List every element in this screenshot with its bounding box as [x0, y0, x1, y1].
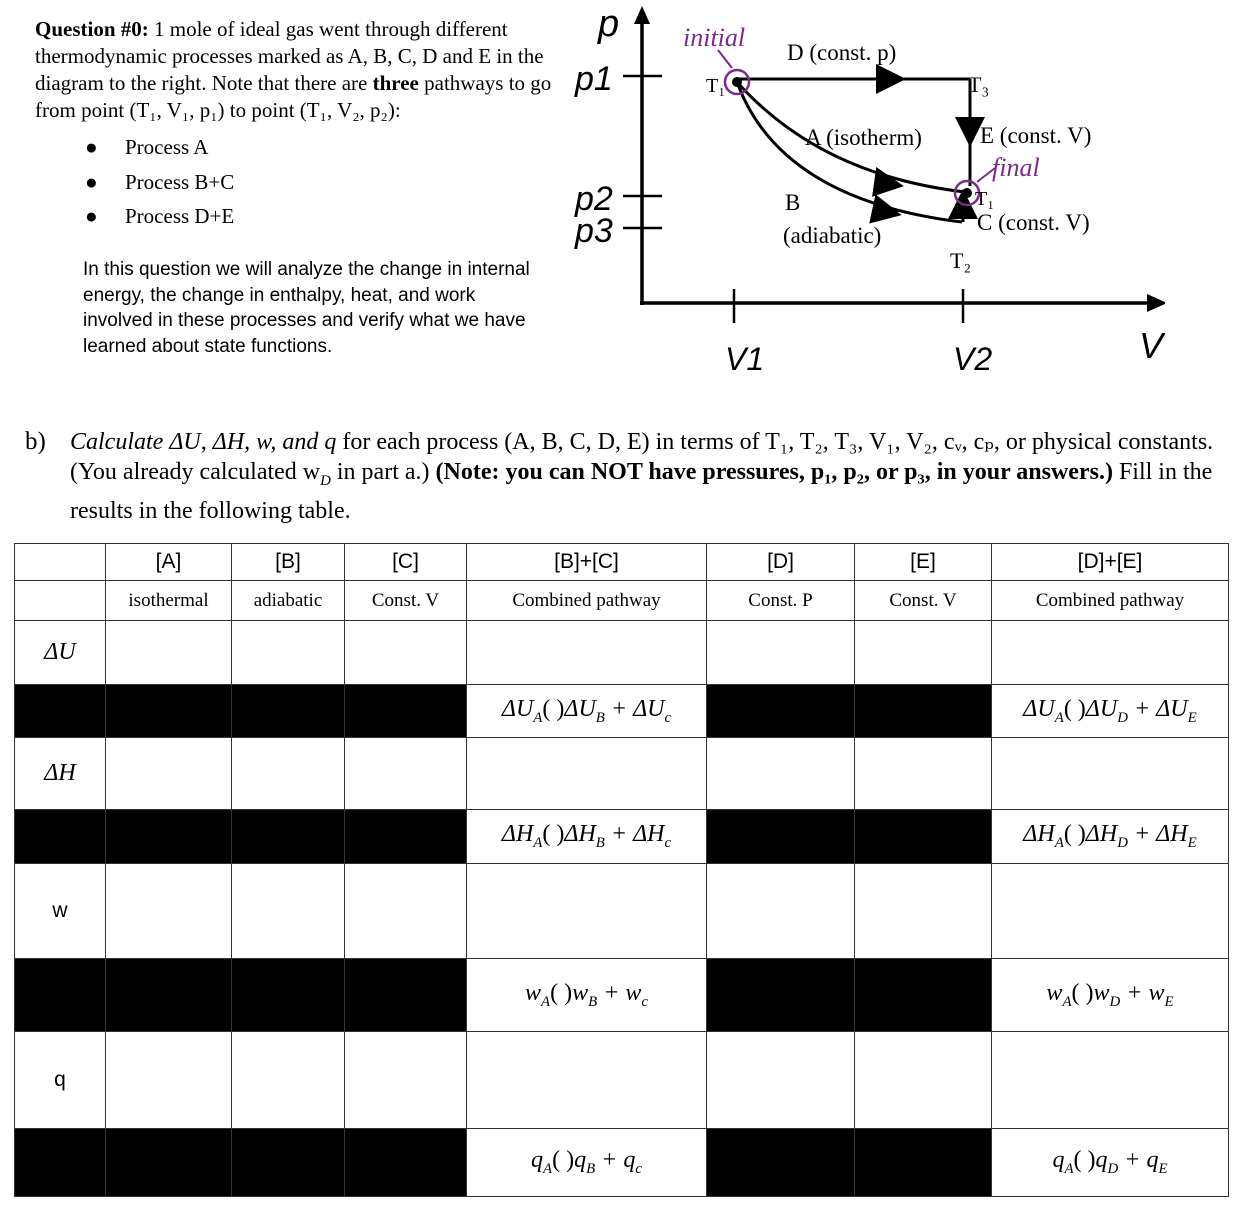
v-axis-label: V	[1138, 325, 1163, 366]
formula-text: ΔU	[564, 695, 596, 722]
answer-cell[interactable]	[855, 621, 992, 685]
process-label: Process A	[125, 135, 209, 159]
subheader-de: Combined pathway	[992, 581, 1229, 621]
question-heading: Question #0:	[35, 17, 149, 41]
answer-cell[interactable]	[232, 1032, 345, 1129]
compare-cell-q-bc[interactable]	[467, 1129, 707, 1197]
compare-cell-du-bc[interactable]	[467, 685, 707, 738]
blacked-cell	[232, 959, 345, 1032]
answer-cell[interactable]	[707, 738, 855, 810]
answer-cell[interactable]	[232, 738, 345, 810]
arrow-a-icon	[875, 182, 889, 184]
answer-cell[interactable]	[232, 864, 345, 959]
blacked-cell	[707, 1129, 855, 1197]
formula-text: + w	[1120, 979, 1165, 1006]
bullet-icon: ●	[85, 135, 98, 159]
header-bc: [B]+[C]	[467, 544, 707, 581]
formula-sub: B	[588, 993, 598, 1010]
subheader-row	[15, 581, 1229, 621]
table-row-q	[15, 1032, 1229, 1129]
results-table	[14, 543, 1229, 1197]
part-b-note: (Note: you can NOT have pressures, p₁, p₂, or p₃, in your answers.)	[435, 459, 1113, 485]
table-row-q-compare	[15, 1129, 1229, 1197]
blacked-cell	[345, 1129, 467, 1197]
formula-sub: D	[1117, 709, 1128, 726]
blacked-cell	[855, 959, 992, 1032]
formula-sub: B	[595, 709, 605, 726]
formula-sub: E	[1187, 834, 1197, 851]
p1-label: p1	[575, 60, 613, 98]
list-item	[35, 199, 575, 234]
compare-cell-w-de[interactable]	[992, 959, 1229, 1032]
answer-cell[interactable]	[467, 1032, 707, 1129]
blacked-cell	[345, 810, 467, 864]
question-intro-2: pathways to go from point (T₁, V₁, p₁) to point (T₁, V₂, p₂):	[35, 71, 552, 122]
table-row-du-compare	[15, 685, 1229, 738]
table-row-du	[15, 621, 1229, 685]
blacked-cell	[707, 959, 855, 1032]
t2-label: T₂	[950, 248, 972, 273]
header-de: [D]+[E]	[992, 544, 1229, 581]
formula-text: + ΔH	[1127, 821, 1188, 848]
part-b-wd-sub: D	[320, 472, 331, 489]
formula-sub: A	[541, 993, 551, 1010]
process-a-label: A (isotherm)	[805, 125, 922, 150]
answer-cell[interactable]	[855, 1032, 992, 1129]
list-item	[35, 130, 575, 165]
formula-sub: A	[1054, 709, 1064, 726]
blacked-cell	[15, 810, 106, 864]
blacked-cell	[232, 1129, 345, 1197]
table-row-w	[15, 864, 1229, 959]
formula-sub: A	[543, 1160, 553, 1177]
process-e-label: E (const. V)	[980, 123, 1092, 148]
formula-text: ΔU	[501, 695, 534, 722]
row-label-q: q	[15, 1032, 106, 1129]
analysis-text: In this question we will analyze the change in internal energy, the change in enthalpy, heat, and work involved in these processes and verify what we have learned about state functions.	[83, 259, 530, 357]
blacked-cell	[106, 1129, 232, 1197]
formula-blank: ( )	[1063, 821, 1086, 848]
blacked-cell	[855, 810, 992, 864]
bullet-icon: ●	[85, 204, 98, 228]
answer-cell[interactable]	[992, 1032, 1229, 1129]
part-b-text-3: in part a.)	[330, 459, 436, 485]
header-a: [A]	[106, 544, 232, 581]
process-d-label: D (const. p)	[787, 40, 897, 65]
answer-cell[interactable]	[467, 738, 707, 810]
formula-blank: ( )	[542, 821, 565, 848]
formula-sub: c	[635, 1160, 642, 1177]
path-b	[737, 82, 962, 222]
process-label: Process B+C	[125, 169, 235, 194]
table-row-dh	[15, 738, 1229, 810]
answer-cell[interactable]	[467, 864, 707, 959]
t1-final-label: T₁	[975, 188, 995, 210]
blacked-cell	[232, 685, 345, 738]
blacked-cell	[855, 685, 992, 738]
answer-cell[interactable]	[345, 864, 467, 959]
compare-cell-du-de[interactable]	[992, 685, 1229, 738]
process-label: Process D+E	[125, 204, 235, 228]
answer-cell[interactable]	[106, 1032, 232, 1129]
p2-label: p2	[575, 180, 613, 218]
answer-cell[interactable]	[345, 1032, 467, 1129]
formula-blank: ( )	[1063, 695, 1086, 722]
final-point-icon	[962, 188, 972, 198]
formula-sub: E	[1158, 1160, 1168, 1177]
subheader-bc: Combined pathway	[467, 581, 707, 621]
formula-text: ΔH	[1023, 821, 1055, 848]
compare-cell-dh-bc[interactable]	[467, 810, 707, 864]
initial-label: initial	[683, 23, 746, 52]
table-row-dh-compare	[15, 810, 1229, 864]
part-b-label: b)	[25, 428, 46, 455]
p-axis-arrow-icon	[634, 6, 650, 24]
answer-cell[interactable]	[992, 864, 1229, 959]
blacked-cell	[15, 959, 106, 1032]
header-c: [C]	[345, 544, 467, 581]
answer-cell[interactable]	[106, 621, 232, 685]
initial-pointer-icon	[718, 50, 732, 68]
formula-sub: D	[1109, 993, 1121, 1010]
compare-cell-dh-de[interactable]	[992, 810, 1229, 864]
blacked-cell	[345, 685, 467, 738]
formula-sub: E	[1187, 709, 1197, 726]
formula-sub: A	[1054, 834, 1064, 851]
blacked-cell	[707, 810, 855, 864]
header-row	[15, 544, 1229, 581]
formula-text: w	[1093, 979, 1110, 1006]
answer-cell[interactable]	[855, 738, 992, 810]
formula-text: ΔU	[1023, 695, 1055, 722]
formula-text: ΔH	[501, 821, 534, 848]
blacked-cell	[855, 1129, 992, 1197]
formula-text: + ΔU	[1127, 695, 1188, 722]
arrow-b-icon	[873, 209, 887, 212]
bullet-icon: ●	[85, 169, 98, 194]
process-c-label: C (const. V)	[977, 210, 1090, 235]
question-intro-bold: three	[372, 71, 419, 95]
formula-blank: ( )	[1073, 1147, 1096, 1174]
question-block	[35, 16, 575, 234]
p3-label: p3	[575, 212, 613, 250]
formula-blank: ( )	[542, 695, 565, 722]
formula-text: ΔH	[564, 821, 596, 848]
blacked-cell	[106, 959, 232, 1032]
compare-cell-w-bc[interactable]	[467, 959, 707, 1032]
blacked-cell	[15, 1129, 106, 1197]
formula-text: + ΔU	[604, 695, 665, 722]
part-b-quantities: Calculate ΔU, ΔH, w, and q	[70, 429, 337, 455]
list-item	[35, 165, 575, 200]
formula-text: + w	[597, 979, 642, 1006]
blacked-cell	[106, 810, 232, 864]
formula-text: ΔH	[1085, 821, 1118, 848]
answer-cell[interactable]	[467, 621, 707, 685]
formula-sub: E	[1164, 993, 1174, 1010]
answer-cell[interactable]	[992, 738, 1229, 810]
table-row-w-compare	[15, 959, 1229, 1032]
formula-blank: ( )	[550, 979, 573, 1006]
blacked-cell	[232, 810, 345, 864]
process-b-sublabel: (adiabatic)	[783, 223, 882, 248]
header-e: [E]	[855, 544, 992, 581]
formula-sub: c	[664, 834, 672, 851]
part-b-text-2: for each process (A, B, C, D, E) in terms of T₁, T₂, T₃, V₁, V₂, cᵥ, cₚ, or physical constants. (You already calculated w	[70, 429, 1214, 485]
formula-blank: ( )	[552, 1147, 575, 1174]
formula-text: q	[1052, 1147, 1065, 1174]
formula-sub: A	[533, 709, 543, 726]
pv-diagram	[565, 0, 1165, 390]
header-b: [B]	[232, 544, 345, 581]
answer-cell[interactable]	[707, 621, 855, 685]
formula-text: + q	[595, 1147, 636, 1174]
formula-sub: D	[1107, 1160, 1119, 1177]
subheader-a: isothermal	[106, 581, 232, 621]
final-label: final	[992, 153, 1040, 182]
subheader-c: Const. V	[345, 581, 467, 621]
row-label-dh: ΔH	[15, 738, 106, 810]
blacked-cell	[345, 959, 467, 1032]
row-label-du: ΔU	[15, 621, 106, 685]
answer-cell[interactable]	[345, 621, 467, 685]
formula-text: q	[531, 1147, 543, 1174]
process-list	[35, 130, 575, 234]
formula-text: ΔU	[1085, 695, 1118, 722]
question-intro-1: 1 mole of ideal gas went through different thermodynamic processes marked as A, B, C, D and E in the diagram to the right. Note that there are	[35, 17, 544, 95]
answer-cell[interactable]	[345, 738, 467, 810]
v2-label: V2	[953, 341, 993, 377]
subheader-d: Const. P	[707, 581, 855, 621]
formula-sub: A	[1064, 1160, 1074, 1177]
blacked-cell	[15, 685, 106, 738]
formula-sub: D	[1117, 834, 1128, 851]
answer-cell[interactable]	[232, 621, 345, 685]
formula-text: w	[572, 979, 589, 1006]
formula-text: q	[1095, 1147, 1108, 1174]
t3-label: T₃	[968, 72, 990, 97]
v1-label: V1	[725, 341, 765, 377]
formula-blank: ( )	[1071, 979, 1094, 1006]
process-b-label: B	[785, 190, 801, 215]
t1-start-label: T₁	[706, 75, 726, 97]
formula-sub: c	[664, 709, 672, 726]
subheader-cell-empty	[15, 581, 106, 621]
subheader-b: adiabatic	[232, 581, 345, 621]
v-axis-arrow-icon	[1147, 294, 1165, 312]
answer-cell[interactable]	[992, 621, 1229, 685]
formula-text: w	[524, 979, 541, 1006]
header-cell-empty	[15, 544, 106, 581]
row-label-w: w	[15, 864, 106, 959]
answer-cell[interactable]	[855, 864, 992, 959]
answer-cell[interactable]	[707, 1032, 855, 1129]
blacked-cell	[106, 685, 232, 738]
formula-text: + q	[1118, 1147, 1159, 1174]
answer-cell[interactable]	[106, 738, 232, 810]
compare-cell-q-de[interactable]	[992, 1129, 1229, 1197]
blacked-cell	[707, 685, 855, 738]
formula-sub: B	[595, 834, 605, 851]
answer-cell[interactable]	[106, 864, 232, 959]
initial-point-icon	[732, 77, 742, 87]
subheader-e: Const. V	[855, 581, 992, 621]
formula-sub: A	[533, 834, 543, 851]
p-axis-label: p	[598, 3, 620, 45]
formula-text: w	[1046, 979, 1063, 1006]
formula-text: + ΔH	[604, 821, 665, 848]
header-d: [D]	[707, 544, 855, 581]
formula-sub: B	[586, 1160, 596, 1177]
answer-cell[interactable]	[707, 864, 855, 959]
formula-text: q	[574, 1147, 587, 1174]
part-b-text-4: Fill in the results in the following table.	[70, 459, 1213, 524]
formula-sub: c	[641, 993, 648, 1010]
formula-sub: A	[1062, 993, 1072, 1010]
